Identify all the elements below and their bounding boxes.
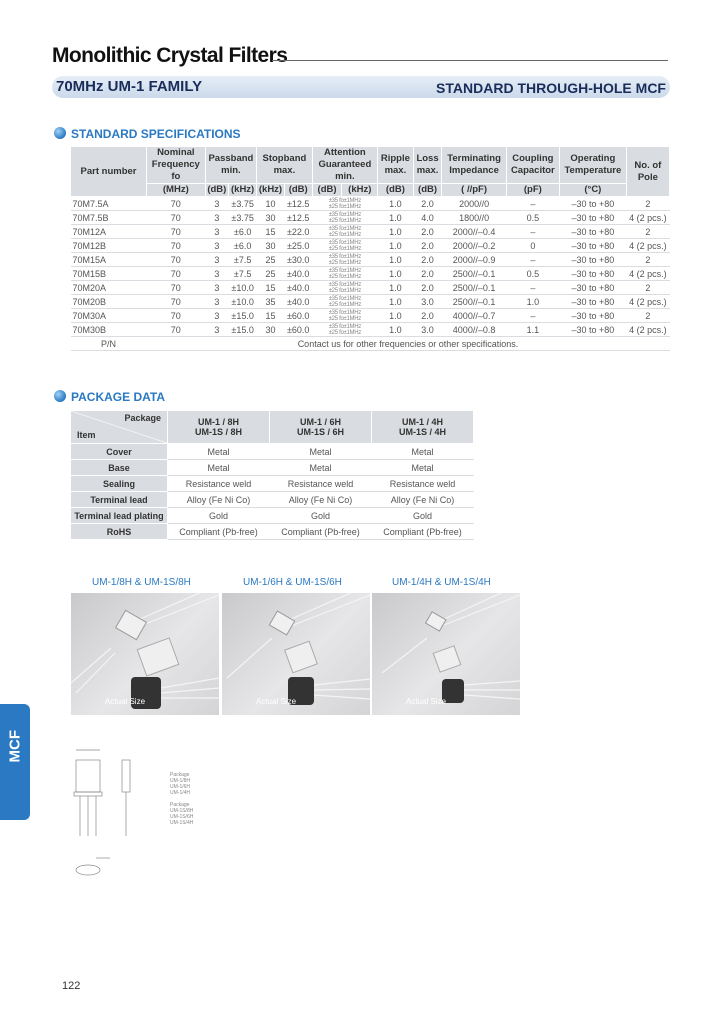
package-cell: Compliant (Pb-free) — [270, 524, 372, 540]
package-bottom: UM-1S / 4H — [398, 427, 446, 437]
unit-cell: ( //pF) — [442, 184, 506, 197]
unit-cell: (kHz) — [229, 184, 257, 197]
attenuation-db: ±35 fo±1MHz ±25 fo±1MHz — [312, 239, 378, 253]
actual-size-label: Actual Size — [406, 697, 447, 706]
spec-cell: 2500//–0.1 — [442, 295, 506, 309]
spec-cell: 3 — [205, 323, 228, 337]
spec-cell: 1.0 — [378, 309, 414, 323]
spec-cell: 2.0 — [413, 309, 442, 323]
spec-cell: 1.0 — [378, 253, 414, 267]
spec-cell: ±10.0 — [229, 295, 257, 309]
spec-cell: 70 — [147, 267, 206, 281]
spec-cell: ±3.75 — [229, 197, 257, 211]
package-bottom: UM-1S / 8H — [194, 427, 242, 437]
spec-cell: 15 — [257, 309, 285, 323]
spec-cell: – — [506, 225, 559, 239]
corner-package-label: Package — [124, 413, 161, 423]
unit-cell: (dB) — [312, 184, 342, 197]
spec-cell: –30 to +80 — [559, 225, 626, 239]
attenuation-db: ±35 fo±1MHz ±25 fo±1MHz — [312, 253, 378, 267]
spec-note: Contact us for other frequencies or other specifications. — [147, 337, 670, 351]
attenuation-db: ±35 fo±1MHz ±25 fo±1MHz — [312, 197, 378, 211]
package-row-label: Cover — [71, 444, 168, 460]
spec-cell: ±3.75 — [229, 211, 257, 225]
part-number: 70M12A — [71, 225, 147, 239]
part-number: 70M20A — [71, 281, 147, 295]
spec-cell: 4 (2 pcs.) — [626, 239, 669, 253]
package-cell: Metal — [168, 460, 270, 476]
part-number: 70M15B — [71, 267, 147, 281]
package-cell: Alloy (Fe Ni Co) — [372, 492, 474, 508]
spec-cell: 2000//–0.2 — [442, 239, 506, 253]
category-label: STANDARD THROUGH-HOLE MCF — [436, 80, 666, 96]
spec-cell: –30 to +80 — [559, 197, 626, 211]
spec-cell: 3 — [205, 295, 228, 309]
spec-cell: 3 — [205, 309, 228, 323]
spec-cell: 30 — [257, 239, 285, 253]
package-cell: Compliant (Pb-free) — [168, 524, 270, 540]
dimension-text: UM-1S/8H — [170, 808, 194, 814]
spec-cell: 1.0 — [378, 323, 414, 337]
package-cell: Gold — [270, 508, 372, 524]
spec-cell: – — [506, 197, 559, 211]
corner-item-label: Item — [77, 430, 96, 440]
spec-cell: 2 — [626, 253, 669, 267]
spec-cell: –30 to +80 — [559, 309, 626, 323]
spec-cell: 4.0 — [413, 211, 442, 225]
spec-cell: 70 — [147, 253, 206, 267]
spec-cell: ±10.0 — [229, 281, 257, 295]
dimension-text: UM-1S/6H — [170, 814, 194, 820]
spec-cell: 70 — [147, 225, 206, 239]
package-column-header — [270, 411, 372, 444]
spec-cell: 1.0 — [378, 211, 414, 225]
package-cell: Resistance weld — [372, 476, 474, 492]
spec-cell: 2 — [626, 225, 669, 239]
spec-cell: 2000//0 — [442, 197, 506, 211]
header-cell: No. of Pole — [626, 147, 669, 197]
unit-cell: (kHz) — [342, 184, 378, 197]
spec-cell: 70 — [147, 295, 206, 309]
spec-cell: 4000//–0.8 — [442, 323, 506, 337]
package-row-label: Terminal lead — [71, 492, 168, 508]
photo-caption: UM-1/8H & UM-1S/8H — [92, 577, 191, 588]
product-photo — [372, 593, 520, 715]
spec-cell: 70 — [147, 211, 206, 225]
spec-cell: ±60.0 — [284, 309, 312, 323]
spec-cell: ±15.0 — [229, 309, 257, 323]
spec-cell: –30 to +80 — [559, 239, 626, 253]
unit-cell: (MHz) — [147, 184, 206, 197]
spec-cell: 2 — [626, 281, 669, 295]
spec-cell: 70 — [147, 239, 206, 253]
spec-cell: 0.5 — [506, 267, 559, 281]
header-cell: Stopband max. — [257, 147, 312, 184]
spec-cell: 70 — [147, 309, 206, 323]
package-column-header — [168, 411, 270, 444]
spec-cell: ±40.0 — [284, 295, 312, 309]
spec-cell: –30 to +80 — [559, 281, 626, 295]
spec-cell: 10 — [257, 197, 285, 211]
header-cell: Operating Temperature — [559, 147, 626, 184]
package-row — [71, 492, 474, 508]
header-cell: Part number — [71, 147, 147, 197]
spec-cell: 3 — [205, 281, 228, 295]
spec-cell: ±40.0 — [284, 267, 312, 281]
package-cell: Metal — [270, 460, 372, 476]
page-title: Monolithic Crystal Filters — [52, 44, 288, 67]
spec-cell: – — [506, 309, 559, 323]
package-top: UM-1 / 8H — [197, 417, 239, 427]
spec-cell: 25 — [257, 253, 285, 267]
spec-cell: 1.1 — [506, 323, 559, 337]
spec-row — [71, 211, 670, 225]
spec-cell: ±25.0 — [284, 239, 312, 253]
actual-size-label: Actual Size — [256, 697, 297, 706]
spec-row — [71, 253, 670, 267]
spec-row — [71, 239, 670, 253]
bullet-icon — [54, 390, 66, 402]
spec-cell: 2.0 — [413, 267, 442, 281]
header-cell: Coupling Capacitor — [506, 147, 559, 184]
package-cell: Resistance weld — [168, 476, 270, 492]
spec-cell: 2500//–0.1 — [442, 281, 506, 295]
spec-cell: 3 — [205, 197, 228, 211]
note-row — [71, 337, 670, 351]
package-row-label: Base — [71, 460, 168, 476]
spec-cell: –30 to +80 — [559, 253, 626, 267]
spec-cell: 2.0 — [413, 253, 442, 267]
package-cell: Alloy (Fe Ni Co) — [168, 492, 270, 508]
package-row — [71, 476, 474, 492]
header-cell: Passband min. — [205, 147, 257, 184]
package-column-header — [372, 411, 474, 444]
spec-cell: 1800//0 — [442, 211, 506, 225]
package-bottom: UM-1S / 6H — [296, 427, 344, 437]
package-cell: Gold — [372, 508, 474, 524]
unit-cell: (dB) — [413, 184, 442, 197]
spec-cell: ±6.0 — [229, 225, 257, 239]
spec-cell: 15 — [257, 281, 285, 295]
dimension-table — [170, 772, 250, 826]
spec-row — [71, 323, 670, 337]
header-cell: Attention Guaranteed min. — [312, 147, 378, 184]
actual-size-label: Actual Size — [105, 697, 146, 706]
spec-cell: 0 — [506, 239, 559, 253]
spec-row — [71, 197, 670, 211]
spec-cell: 3.0 — [413, 295, 442, 309]
spec-cell: – — [506, 253, 559, 267]
spec-row — [71, 309, 670, 323]
spec-cell: ±7.5 — [229, 267, 257, 281]
part-number: 70M7.5A — [71, 197, 147, 211]
spec-cell: 1.0 — [378, 197, 414, 211]
dimension-drawing — [66, 740, 146, 880]
spec-cell: 3 — [205, 239, 228, 253]
spec-cell: 3 — [205, 211, 228, 225]
unit-cell: (kHz) — [257, 184, 285, 197]
package-top: UM-1 / 4H — [401, 417, 443, 427]
package-cell: Resistance weld — [270, 476, 372, 492]
spec-cell: 70 — [147, 323, 206, 337]
spec-cell: –30 to +80 — [559, 211, 626, 225]
spec-cell: ±15.0 — [229, 323, 257, 337]
spec-cell: –30 to +80 — [559, 323, 626, 337]
package-row-label: RoHS — [71, 524, 168, 540]
dimension-text: UM-1/8H — [170, 778, 191, 784]
header-cell: Terminating Impedance — [442, 147, 506, 184]
header-cell: Nominal Frequency fo — [147, 147, 206, 184]
photo-caption: UM-1/6H & UM-1S/6H — [243, 577, 342, 588]
package-table — [70, 410, 474, 540]
spec-cell: 25 — [257, 267, 285, 281]
header-cell: Loss max. — [413, 147, 442, 184]
spec-cell: ±40.0 — [284, 281, 312, 295]
attenuation-db: ±35 fo±1MHz ±25 fo±1MHz — [312, 295, 378, 309]
title-rule — [272, 60, 668, 61]
package-cell: Metal — [270, 444, 372, 460]
spec-cell: 2.0 — [413, 239, 442, 253]
part-number: 70M15A — [71, 253, 147, 267]
spec-cell: ±12.5 — [284, 197, 312, 211]
spec-cell: 1.0 — [378, 281, 414, 295]
package-top: UM-1 / 6H — [299, 417, 341, 427]
package-cell: Metal — [372, 460, 474, 476]
spec-cell: 4 (2 pcs.) — [626, 211, 669, 225]
spec-cell: 35 — [257, 295, 285, 309]
package-row — [71, 460, 474, 476]
page-number: 122 — [62, 980, 81, 992]
spec-cell: 1.0 — [378, 295, 414, 309]
spec-cell: 3 — [205, 253, 228, 267]
spec-row — [71, 281, 670, 295]
spec-row — [71, 267, 670, 281]
spec-cell: ±22.0 — [284, 225, 312, 239]
bullet-icon — [54, 127, 66, 139]
spec-cell: ±6.0 — [229, 239, 257, 253]
spec-cell: 2000//–0.9 — [442, 253, 506, 267]
package-row — [71, 524, 474, 540]
spec-cell: 4 (2 pcs.) — [626, 295, 669, 309]
product-photo — [222, 593, 370, 715]
unit-cell: (pF) — [506, 184, 559, 197]
unit-cell: (dB) — [205, 184, 228, 197]
spec-cell: ±30.0 — [284, 253, 312, 267]
spec-cell: 3 — [205, 267, 228, 281]
spec-cell: 1.0 — [378, 225, 414, 239]
attenuation-db: ±35 fo±1MHz ±25 fo±1MHz — [312, 267, 378, 281]
dimension-text: UM-1/4H — [170, 790, 191, 796]
package-row — [71, 508, 474, 524]
part-number: 70M12B — [71, 239, 147, 253]
spec-row — [71, 295, 670, 309]
spec-cell: 0.5 — [506, 211, 559, 225]
package-row-label: Terminal lead plating — [71, 508, 168, 524]
unit-cell: (dB) — [378, 184, 414, 197]
spec-cell: 2500//–0.1 — [442, 267, 506, 281]
dimension-text: UM-1S/4H — [170, 820, 194, 826]
pn-note-label: P/N — [71, 337, 147, 351]
unit-cell: (°C) — [559, 184, 626, 197]
spec-cell: 70 — [147, 281, 206, 295]
spec-cell: 2 — [626, 197, 669, 211]
spec-cell: 4 (2 pcs.) — [626, 267, 669, 281]
spec-cell: 30 — [257, 323, 285, 337]
spec-cell: 4000//–0.7 — [442, 309, 506, 323]
photo-caption: UM-1/4H & UM-1S/4H — [392, 577, 491, 588]
attenuation-db: ±35 fo±1MHz ±25 fo±1MHz — [312, 281, 378, 295]
spec-cell: ±60.0 — [284, 323, 312, 337]
spec-cell: 2 — [626, 309, 669, 323]
package-cell: Metal — [372, 444, 474, 460]
unit-cell: (dB) — [284, 184, 312, 197]
family-label: 70MHz UM-1 FAMILY — [56, 78, 203, 95]
package-row — [71, 444, 474, 460]
spec-cell: – — [506, 281, 559, 295]
spec-cell: 30 — [257, 211, 285, 225]
spec-row — [71, 225, 670, 239]
spec-cell: 1.0 — [378, 239, 414, 253]
attenuation-db: ±35 fo±1MHz ±25 fo±1MHz — [312, 225, 378, 239]
package-row-label: Sealing — [71, 476, 168, 492]
spec-cell: ±7.5 — [229, 253, 257, 267]
corner-cell — [71, 411, 168, 444]
spec-cell: 1.0 — [378, 267, 414, 281]
part-number: 70M7.5B — [71, 211, 147, 225]
product-photo — [71, 593, 219, 715]
spec-cell: 2.0 — [413, 225, 442, 239]
spec-cell: 1.0 — [506, 295, 559, 309]
spec-cell: 2.0 — [413, 281, 442, 295]
dimension-text: Package — [170, 772, 190, 778]
spec-cell: ±12.5 — [284, 211, 312, 225]
package-section-title: PACKAGE DATA — [71, 390, 165, 404]
spec-cell: 3.0 — [413, 323, 442, 337]
spec-cell: 2000//–0.4 — [442, 225, 506, 239]
spec-cell: 15 — [257, 225, 285, 239]
attenuation-db: ±35 fo±1MHz ±25 fo±1MHz — [312, 211, 378, 225]
part-number: 70M30A — [71, 309, 147, 323]
part-number: 70M20B — [71, 295, 147, 309]
side-tab-label: MCF — [6, 730, 24, 763]
package-cell: Alloy (Fe Ni Co) — [270, 492, 372, 508]
spec-cell: 2.0 — [413, 197, 442, 211]
part-number: 70M30B — [71, 323, 147, 337]
attenuation-db: ±35 fo±1MHz ±25 fo±1MHz — [312, 323, 378, 337]
spec-cell: 70 — [147, 197, 206, 211]
spec-cell: –30 to +80 — [559, 295, 626, 309]
header-cell: Ripple max. — [378, 147, 414, 184]
dimension-text: UM-1/6H — [170, 784, 191, 790]
spec-cell: 3 — [205, 225, 228, 239]
package-cell: Gold — [168, 508, 270, 524]
spec-cell: 4 (2 pcs.) — [626, 323, 669, 337]
attenuation-db: ±35 fo±1MHz ±25 fo±1MHz — [312, 309, 378, 323]
spec-table — [70, 146, 670, 351]
spec-cell: –30 to +80 — [559, 267, 626, 281]
package-cell: Compliant (Pb-free) — [372, 524, 474, 540]
spec-section-title: STANDARD SPECIFICATIONS — [71, 127, 241, 141]
dimension-text: Package — [170, 802, 190, 808]
package-cell: Metal — [168, 444, 270, 460]
